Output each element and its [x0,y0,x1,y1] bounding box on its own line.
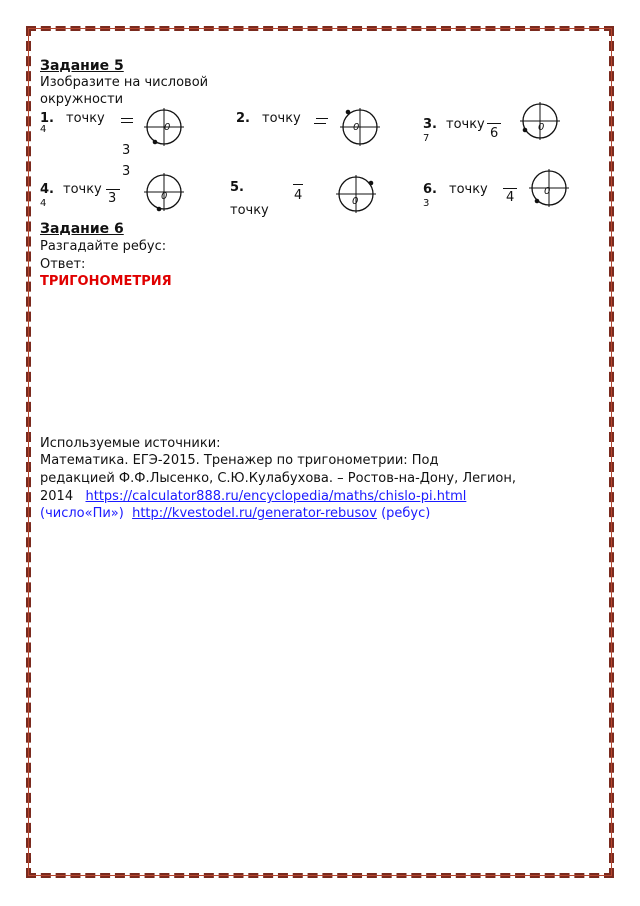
item5-point [369,181,374,186]
source-link2-note: (ребус) [381,506,431,521]
item2-fraction-bar-2 [314,123,326,124]
item3-number: 3. [423,117,437,132]
item1-fraction-bar [121,118,133,119]
source-link-chislo-pi[interactable]: https://calculator888.ru/encyclopedia/maths/chislo-pi.html [85,489,467,504]
item6-fraction-bar [503,188,517,189]
sources-line1: Математика. ЕГЭ-2015. Тренажер по тригонометрии: Под [40,453,439,468]
item5-fraction-bar [293,184,303,185]
item4-fraction-bar [106,189,120,190]
item2-fraction-bar [316,118,328,119]
source-link-rebus-generator[interactable]: http://kvestodel.ru/generator-rebusov [132,506,377,521]
item6-zero-label: 0 [544,186,551,197]
item4-number: 4. [40,182,54,197]
task5-instruction-line1: Изобразите на числовой [40,75,209,90]
item1-zero-label: 0 [164,122,171,133]
task6-prompt: Разгадайте ребус: [40,239,167,254]
item3-point [523,128,528,133]
task5-instruction-line2: окружности [40,92,124,107]
item3-fragment-a: 7 [423,133,430,144]
task5-heading: Задание 5 [40,58,124,74]
item3-zero-label: 0 [538,122,545,133]
item6-number: 6. [423,182,437,197]
item4-fragment-b: 3 [108,191,117,206]
item3-fragment-b: 6 [490,126,499,141]
item2-word: точку [262,111,301,126]
sources-year: 2014 [40,489,74,504]
item2-zero-label: 0 [353,122,360,133]
item4-zero-label: 0 [161,191,168,202]
item5-zero-label: 0 [352,196,359,207]
sources-line2: редакцией Ф.Ф.Лысенко, С.Ю.Кулабухова. – Ростов-на-Дону, Легион, [40,471,516,486]
item1-fragment-a: 4 [40,124,47,135]
item1-word: точку [66,111,105,126]
task6-answer-label: Ответ: [40,257,86,272]
item6-word: точку [449,182,488,197]
item1-number: 1. [40,111,54,126]
item2-point [346,110,351,115]
item4-word: точку [63,182,102,197]
task6-answer: ТРИГОНОМЕТРИЯ [40,274,172,289]
item6-point [535,199,540,204]
item1-fragment-b: 3 [122,143,131,158]
item2-number: 2. [236,111,250,126]
item3-unit-circle [518,99,562,143]
item1-fraction-bar-2 [121,122,133,123]
sources-line3 [40,489,466,505]
page-border [26,26,614,878]
item2-unit-circle [338,105,382,149]
item5-fragment-a: 4 [294,188,303,203]
sources-line4 [40,506,430,522]
item4-fragment-a: 3 [122,164,131,179]
item3-word: точку [446,117,485,132]
source-link1-note: (число«Пи») [40,506,124,521]
item1-point [153,140,158,145]
item5-unit-circle [334,172,378,216]
sources-heading: Используемые источники: [40,436,221,451]
item5-number: 5. [230,180,244,195]
item4-fragment-c: 4 [40,198,47,209]
item5-word: точку [230,203,269,218]
item6-fragment-a: 3 [423,198,430,209]
item3-fraction-bar [487,123,501,124]
task6-heading: Задание 6 [40,221,124,237]
item6-fragment-b: 4 [506,190,515,205]
item4-point [157,207,162,212]
